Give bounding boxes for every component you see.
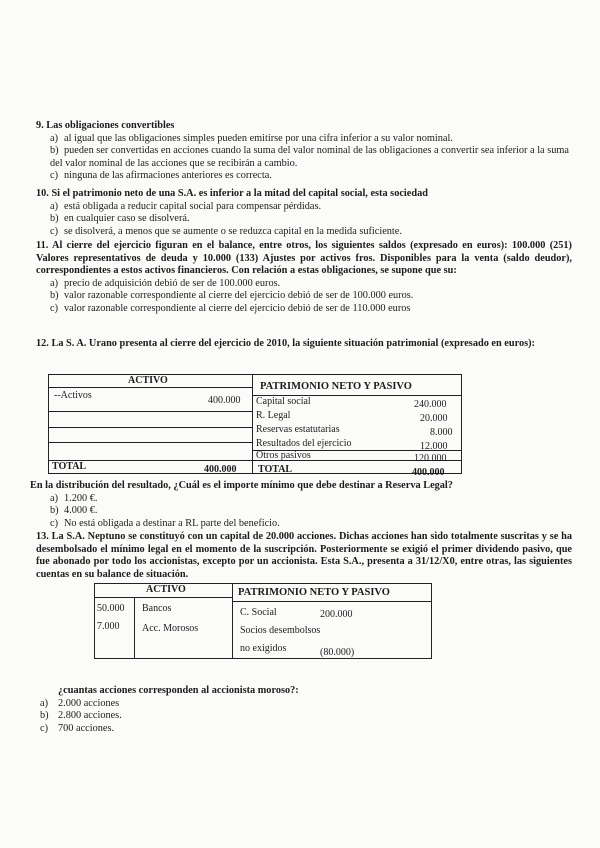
question-12-question: En la distribución del resultado, ¿Cuál es el importe mínimo que debe destinar a Reserva Legal? xyxy=(30,480,453,491)
question-13-title: 13. La S.A. Neptuno se constituyó con un capital de 20.000 acciones. Dichas acciones han sido totalmente suscritas y se ha desembolsado el mínimo legal en el momento de la suscripción. Posteriormente se exigió el primer dividendo pasivo, que fue abonado por todo los accionistas, excepto por un accionista. Esta S.A., presenta a 31/12/X0, entre otras, las siguientes cuentas en su balance de situación. xyxy=(36,531,572,580)
activos-value: 400.000 xyxy=(208,395,241,406)
total-left-value: 400.000 xyxy=(204,464,237,475)
table-divider xyxy=(134,597,135,659)
table-rule xyxy=(232,601,432,602)
question-11 xyxy=(36,240,572,316)
activos-label: --Activos xyxy=(54,390,92,401)
activo-header: ACTIVO xyxy=(146,584,186,595)
pasivo-row-value: 120.000 xyxy=(414,453,447,464)
pasivo-row-label: C. Social xyxy=(240,607,277,618)
pasivo-row-value: 20.000 xyxy=(420,413,448,424)
pasivo-header: PATRIMONIO NETO Y PASIVO xyxy=(260,381,412,392)
question-13-prompt xyxy=(36,685,572,735)
activo-row-value: 7.000 xyxy=(97,621,120,632)
question-9-title: 9. Las obligaciones convertibles xyxy=(36,120,175,131)
activo-row-value: 50.000 xyxy=(97,603,125,614)
table-divider xyxy=(232,583,233,659)
question-12-prompt xyxy=(30,480,572,530)
question-11-title: 11. Al cierre del ejercicio figuran en el balance, entre otros, los siguientes saldos (expresado en euros): 100.000 (251) Valores representativos de deuda y 10.000 (133) Ajustes por activos fros. Disponibles para la venta (saldo deudor), correspondientes a estos activos financieros. Con relación a estas obligaciones, se supone que su: xyxy=(36,240,572,277)
total-right-label: TOTAL xyxy=(258,464,293,475)
option-13b: b) 2.800 acciones. xyxy=(40,710,122,722)
question-13-question: ¿cuantas acciones corresponden al accionista moroso?: xyxy=(58,685,299,696)
option-9c: c) ninguna de las afirmaciones anteriores es correcta. xyxy=(50,170,272,182)
pasivo-row-value: 12.000 xyxy=(420,441,448,452)
pasivo-row-value: 8.000 xyxy=(430,427,453,438)
table-divider xyxy=(252,374,253,474)
pasivo-row-label: Otros pasivos xyxy=(256,450,311,461)
activo-header: ACTIVO xyxy=(128,375,168,386)
question-13 xyxy=(36,531,572,581)
option-12c: c) No está obligada a destinar a RL parte del beneficio. xyxy=(50,517,280,529)
option-13c: c) 700 acciones. xyxy=(40,722,115,734)
pasivo-header: PATRIMONIO NETO Y PASIVO xyxy=(238,587,390,598)
total-left-label: TOTAL xyxy=(52,461,87,472)
option-12a: a) 1.200 €. xyxy=(50,492,98,504)
option-11a: a) precio de adquisición debió de ser de 100.000 euros. xyxy=(50,277,281,289)
pasivo-row-label: no exigidos xyxy=(240,643,287,654)
pasivo-row-label: Reservas estatutarias xyxy=(256,424,340,435)
question-12-title: 12. La S. A. Urano presenta al cierre del ejercicio de 2010, la siguiente situación patrimonial (expresado en euros): xyxy=(36,338,535,349)
option-13a: a) 2.000 acciones xyxy=(40,697,120,709)
option-12b: b) 4.000 €. xyxy=(50,505,98,517)
option-10c: c) se disolverá, a menos que se aumente o se reduzca capital en la medida suficiente. xyxy=(50,225,402,237)
option-11c: c) valor razonable correspondiente al cierre del ejercicio debió de ser de 110.000 euros xyxy=(50,302,411,314)
option-9a: a) al igual que las obligaciones simples pueden emitirse por una cifra inferior a su valor nominal. xyxy=(50,132,453,144)
pasivo-row-label: Resultados del ejercicio xyxy=(256,438,352,449)
total-right-value: 400.000 xyxy=(412,467,445,478)
balance-table-urano xyxy=(48,374,462,478)
table-rule xyxy=(48,387,252,388)
pasivo-row-label: Socios desembolsos xyxy=(240,625,321,636)
balance-table-neptuno xyxy=(94,583,432,659)
table-rule xyxy=(48,411,252,412)
pasivo-row-label: R. Legal xyxy=(256,410,291,421)
pasivo-row-value: (80.000) xyxy=(320,647,355,658)
option-9b: b) pueden ser convertidas en acciones cuando la suma del valor nominal de las obligaciones a convertir sea inferior a la suma del valor nominal de las acciones que se recibirán a cambio. xyxy=(50,145,569,169)
option-10a: a) está obligada a reducir capital social para compensar pérdidas. xyxy=(50,200,322,212)
table-rule xyxy=(48,388,49,460)
pasivo-row-value: 200.000 xyxy=(320,609,353,620)
table-rule xyxy=(48,442,252,443)
table-rule xyxy=(94,597,232,598)
option-11b: b) valor razonable correspondiente al cierre del ejercicio debió de ser de 100.000 euros. xyxy=(50,290,414,302)
activo-row-label: Acc. Morosos xyxy=(142,623,199,634)
pasivo-row-label: Capital social xyxy=(256,396,311,407)
option-10b: b) en cualquier caso se disolverá. xyxy=(50,213,190,225)
question-9 xyxy=(36,120,572,183)
question-10 xyxy=(36,188,572,238)
pasivo-row-value: 240.000 xyxy=(414,399,447,410)
table-rule xyxy=(48,460,462,461)
table-rule xyxy=(48,427,252,428)
activo-row-label: Bancos xyxy=(142,603,172,614)
question-12 xyxy=(36,338,572,351)
question-10-title: 10. Si el patrimonio neto de una S.A. es inferior a la mitad del capital social, esta sociedad xyxy=(36,188,428,199)
